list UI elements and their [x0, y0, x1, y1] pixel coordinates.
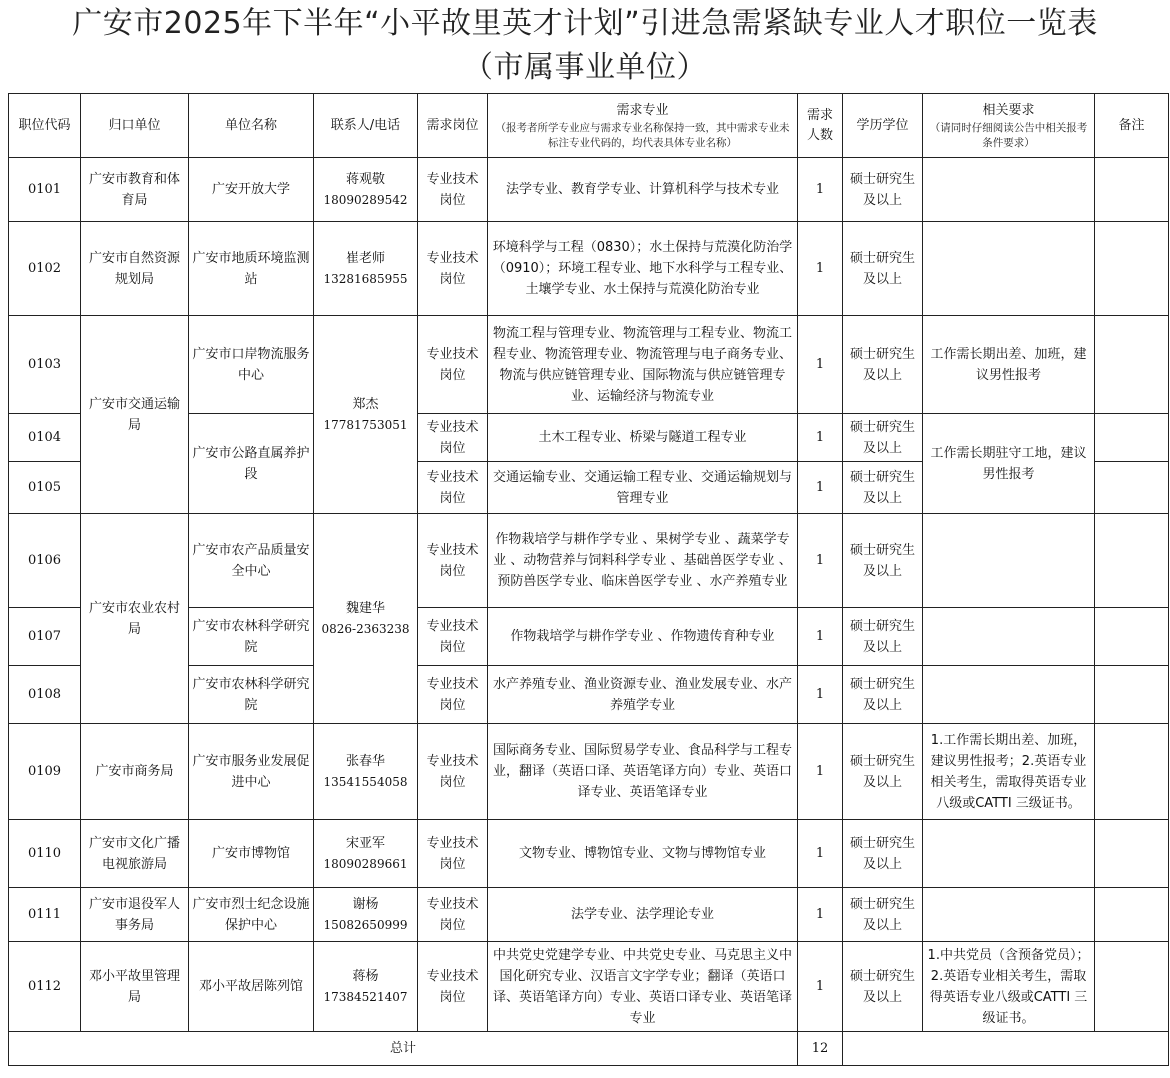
contact-phone: 0826-2363238 [321, 621, 410, 636]
cell-req [923, 158, 1095, 222]
table-row [9, 222, 1169, 316]
cell-dept: 广安市自然资源规划局 [81, 222, 189, 316]
cell-unit: 广安市博物馆 [189, 820, 314, 888]
cell-code: 0107 [9, 608, 81, 666]
cell-major: 作物栽培学与耕作学专业 、果树学专业 、蔬菜学专业 、动物营养与饲料科学专业 、基础兽医学专业 、预防兽医学专业、临床兽医学专业 、水产养殖专业 [488, 514, 798, 608]
cell-contact [314, 888, 418, 942]
cell-note [1095, 820, 1169, 888]
cell-code: 0101 [9, 158, 81, 222]
page-title: 广安市2025年下半年“小平故里英才计划”引进急需紧缺专业人才职位一览表 [72, 6, 1098, 41]
table-row [9, 820, 1169, 888]
header-req-note: （请同时仔细阅读公告中相关报考条件要求） [929, 121, 1088, 149]
total-value: 12 [798, 1032, 843, 1066]
cell-code: 0102 [9, 222, 81, 316]
cell-degree: 硕士研究生及以上 [843, 316, 923, 414]
cell-degree: 硕士研究生及以上 [843, 222, 923, 316]
header-dept: 归口单位 [81, 94, 189, 158]
cell-unit: 广安市地质环境监测站 [189, 222, 314, 316]
cell-req [923, 222, 1095, 316]
header-unit: 单位名称 [189, 94, 314, 158]
cell-note [1095, 666, 1169, 724]
header-req [923, 94, 1095, 158]
header-row [9, 94, 1169, 158]
cell-req: 1.工作需长期出差、加班，建议男性报考；2.英语专业相关考生，需取得英语专业八级或CATTI 三级证书。 [923, 724, 1095, 820]
cell-unit: 广安市农林科学研究院 [189, 608, 314, 666]
cell-req: 工作需长期出差、加班，建议男性报考 [923, 316, 1095, 414]
cell-unit: 广安市口岸物流服务中心 [189, 316, 314, 414]
table-row [9, 316, 1169, 414]
cell-major: 物流工程与管理专业、物流管理与工程专业、物流工程专业、物流管理专业、物流管理与电子商务专业、物流与供应链管理专业、国际物流与供应链管理专业、运输经济与物流专业 [488, 316, 798, 414]
cell-count: 1 [798, 414, 843, 462]
cell-post: 专业技术岗位 [418, 158, 488, 222]
cell-note [1095, 724, 1169, 820]
table-row [9, 888, 1169, 942]
cell-note [1095, 514, 1169, 608]
cell-degree: 硕士研究生及以上 [843, 888, 923, 942]
cell-post: 专业技术岗位 [418, 316, 488, 414]
cell-note [1095, 608, 1169, 666]
header-count: 需求人数 [798, 94, 843, 158]
cell-major: 交通运输专业、交通运输工程专业、交通运输规划与管理专业 [488, 462, 798, 514]
cell-req [923, 514, 1095, 608]
header-major-note: （报考者所学专业应与需求专业名称保持一致，其中需求专业未标注专业代码的，均代表具体专业名称） [495, 121, 790, 149]
contact-phone: 13281685955 [323, 271, 408, 286]
cell-contact [314, 724, 418, 820]
cell-major: 文物专业、博物馆专业、文物与博物馆专业 [488, 820, 798, 888]
page-subtitle: （市属事业单位） [463, 50, 707, 85]
cell-major: 环境科学与工程（0830）；水土保持与荒漠化防治学（0910）；环境工程专业、地下水科学与工程专业、土壤学专业、水土保持与荒漠化防治专业 [488, 222, 798, 316]
cell-contact [314, 514, 418, 724]
header-major-title: 需求专业 [616, 102, 669, 118]
contact-name: 谢杨 [352, 896, 379, 912]
cell-code: 0112 [9, 942, 81, 1032]
cell-dept: 邓小平故里管理局 [81, 942, 189, 1032]
cell-req [923, 666, 1095, 724]
total-row [9, 1032, 1169, 1066]
table-row [9, 724, 1169, 820]
cell-major: 国际商务专业、国际贸易学专业、食品科学与工程专业，翻译（英语口译、英语笔译方向）专业、英语口译专业、英语笔译专业 [488, 724, 798, 820]
contact-name: 崔老师 [345, 250, 385, 266]
cell-degree: 硕士研究生及以上 [843, 820, 923, 888]
cell-post: 专业技术岗位 [418, 724, 488, 820]
cell-dept: 广安市教育和体育局 [81, 158, 189, 222]
cell-contact [314, 222, 418, 316]
contact-phone: 17781753051 [323, 417, 408, 432]
cell-major: 中共党史党建学专业、中共党史专业、马克思主义中国化研究专业、汉语言文字学专业；翻译（英语口译、英语笔译方向）专业、英语口译专业、英语笔译专业 [488, 942, 798, 1032]
contact-phone: 18090289661 [323, 856, 408, 871]
header-contact: 联系人/电话 [314, 94, 418, 158]
cell-post: 专业技术岗位 [418, 888, 488, 942]
table-row [9, 514, 1169, 608]
cell-dept: 广安市文化广播电视旅游局 [81, 820, 189, 888]
header-degree: 学历学位 [843, 94, 923, 158]
cell-major: 作物栽培学与耕作学专业 、作物遗传育种专业 [488, 608, 798, 666]
cell-post: 专业技术岗位 [418, 942, 488, 1032]
cell-count: 1 [798, 222, 843, 316]
cell-dept: 广安市退役军人事务局 [81, 888, 189, 942]
cell-degree: 硕士研究生及以上 [843, 608, 923, 666]
cell-post: 专业技术岗位 [418, 666, 488, 724]
contact-name: 郑杰 [352, 396, 379, 412]
contact-name: 魏建华 [345, 600, 385, 616]
cell-unit: 广安开放大学 [189, 158, 314, 222]
cell-contact [314, 942, 418, 1032]
cell-dept: 广安市商务局 [81, 724, 189, 820]
cell-note [1095, 462, 1169, 514]
cell-code: 0109 [9, 724, 81, 820]
cell-post: 专业技术岗位 [418, 608, 488, 666]
total-blank [843, 1032, 1169, 1066]
cell-major: 法学专业、法学理论专业 [488, 888, 798, 942]
contact-phone: 15082650999 [323, 917, 408, 932]
contact-phone: 17384521407 [323, 989, 408, 1004]
cell-dept: 广安市农业农村局 [81, 514, 189, 724]
contact-phone: 18090289542 [323, 192, 408, 207]
cell-count: 1 [798, 158, 843, 222]
cell-count: 1 [798, 462, 843, 514]
cell-count: 1 [798, 666, 843, 724]
header-code: 职位代码 [9, 94, 81, 158]
header-req-title: 相关要求 [982, 102, 1035, 118]
cell-count: 1 [798, 820, 843, 888]
cell-post: 专业技术岗位 [418, 462, 488, 514]
table-row [9, 942, 1169, 1032]
cell-code: 0111 [9, 888, 81, 942]
cell-degree: 硕士研究生及以上 [843, 462, 923, 514]
cell-req: 1.中共党员（含预备党员）；2.英语专业相关考生，需取得英语专业八级或CATTI 三级证书。 [923, 942, 1095, 1032]
cell-count: 1 [798, 608, 843, 666]
cell-unit: 广安市烈士纪念设施保护中心 [189, 888, 314, 942]
cell-note [1095, 888, 1169, 942]
cell-count: 1 [798, 514, 843, 608]
cell-post: 专业技术岗位 [418, 222, 488, 316]
total-label: 总计 [9, 1032, 798, 1066]
contact-name: 张春华 [345, 753, 385, 769]
cell-major: 法学专业、教育学专业、计算机科学与技术专业 [488, 158, 798, 222]
cell-contact [314, 158, 418, 222]
cell-req: 工作需长期驻守工地，建议男性报考 [923, 414, 1095, 514]
cell-major: 水产养殖专业、渔业资源专业、渔业发展专业、水产养殖学专业 [488, 666, 798, 724]
contact-name: 蒋观敬 [345, 171, 385, 187]
cell-code: 0106 [9, 514, 81, 608]
cell-unit: 邓小平故居陈列馆 [189, 942, 314, 1032]
header-post: 需求岗位 [418, 94, 488, 158]
cell-unit: 广安市服务业发展促进中心 [189, 724, 314, 820]
cell-unit: 广安市农林科学研究院 [189, 666, 314, 724]
cell-post: 专业技术岗位 [418, 514, 488, 608]
cell-degree: 硕士研究生及以上 [843, 414, 923, 462]
cell-req [923, 820, 1095, 888]
cell-count: 1 [798, 888, 843, 942]
cell-post: 专业技术岗位 [418, 820, 488, 888]
table-row [9, 158, 1169, 222]
contact-name: 宋亚军 [345, 835, 385, 851]
cell-degree: 硕士研究生及以上 [843, 158, 923, 222]
cell-code: 0108 [9, 666, 81, 724]
cell-degree: 硕士研究生及以上 [843, 942, 923, 1032]
cell-degree: 硕士研究生及以上 [843, 666, 923, 724]
cell-req [923, 888, 1095, 942]
header-major [488, 94, 798, 158]
cell-code: 0105 [9, 462, 81, 514]
cell-unit: 广安市农产品质量安全中心 [189, 514, 314, 608]
header-note: 备注 [1095, 94, 1169, 158]
cell-note [1095, 316, 1169, 414]
cell-note [1095, 942, 1169, 1032]
cell-dept: 广安市交通运输局 [81, 316, 189, 514]
cell-note [1095, 222, 1169, 316]
cell-major: 土木工程专业、桥梁与隧道工程专业 [488, 414, 798, 462]
cell-code: 0103 [9, 316, 81, 414]
cell-contact [314, 316, 418, 514]
cell-post: 专业技术岗位 [418, 414, 488, 462]
cell-code: 0110 [9, 820, 81, 888]
cell-degree: 硕士研究生及以上 [843, 514, 923, 608]
contact-phone: 13541554058 [323, 774, 408, 789]
cell-count: 1 [798, 316, 843, 414]
cell-count: 1 [798, 724, 843, 820]
cell-req [923, 608, 1095, 666]
cell-unit: 广安市公路直属养护段 [189, 414, 314, 514]
cell-note [1095, 414, 1169, 462]
cell-note [1095, 158, 1169, 222]
cell-contact [314, 820, 418, 888]
contact-name: 蒋杨 [352, 968, 379, 984]
cell-degree: 硕士研究生及以上 [843, 724, 923, 820]
position-table [8, 93, 1169, 1066]
cell-code: 0104 [9, 414, 81, 462]
cell-count: 1 [798, 942, 843, 1032]
